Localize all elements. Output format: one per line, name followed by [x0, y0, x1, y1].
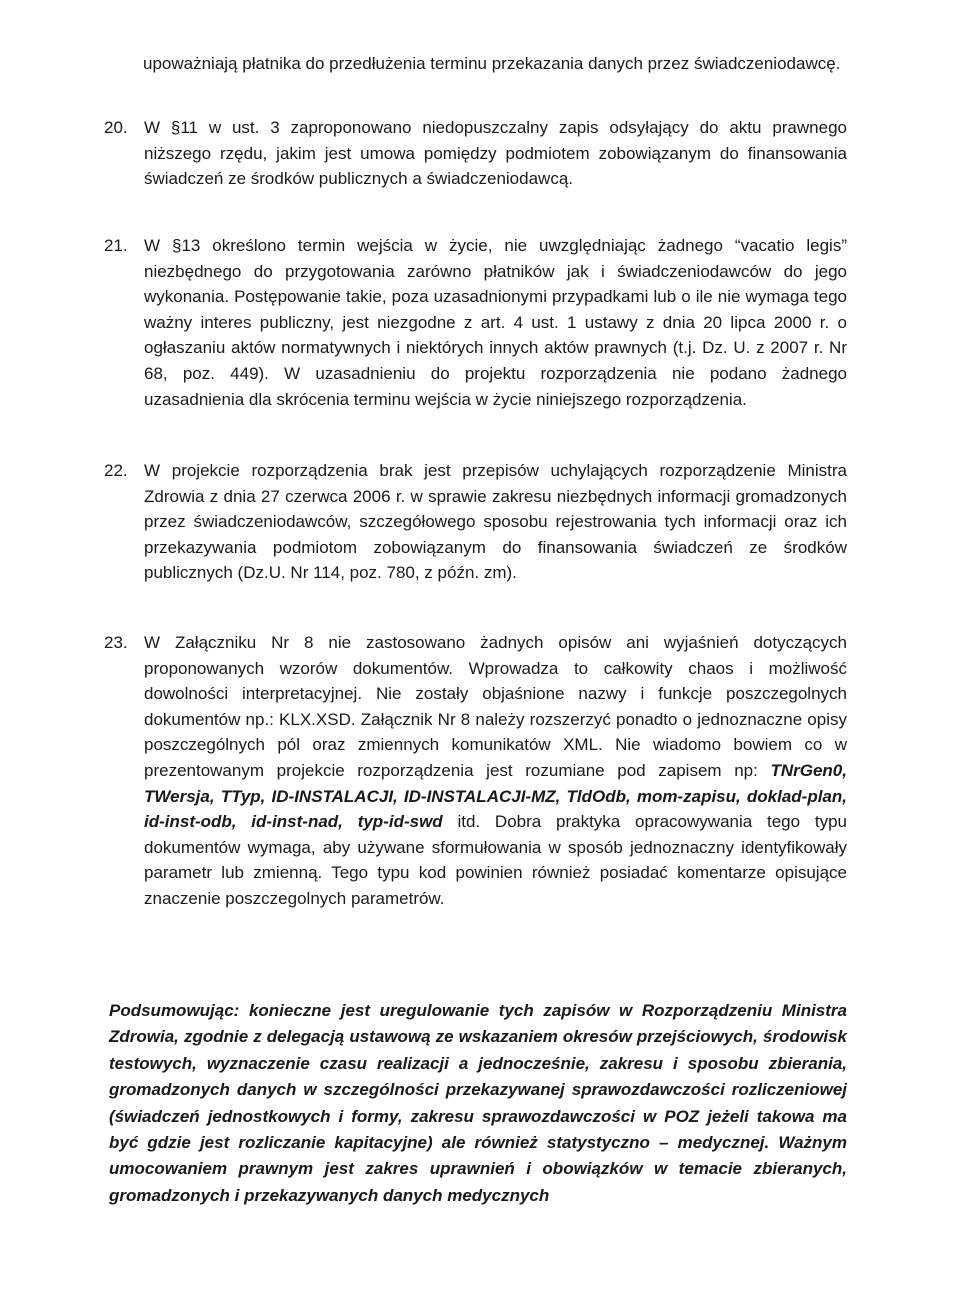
list-item-20 [104, 115, 847, 192]
item-number: 22. [104, 461, 128, 480]
intro-paragraph: upoważniają płatnika do przedłużenia terminu przekazania danych przez świadczeniodawcę. [143, 54, 841, 73]
list-item-21 [104, 233, 847, 412]
list-item-23 [104, 630, 847, 912]
item-text: W §11 w ust. 3 zaproponowano niedopuszczalny zapis odsyłający do aktu prawnego niższego rzędu, jakim jest umowa pomiędzy podmiotem zobowiązanym do finansowania świadczeń ze środków publicznych a świadczeniodawcą. [144, 118, 847, 189]
code-identifiers: TNrGen0, TWersja, TTyp, ID-INSTALACJI, ID-INSTALACJI-MZ, TldOdb, mom-zapisu, doklad-plan, id-inst-odb, id-inst-nad, typ-id-swd [144, 760, 847, 832]
item-text: W projekcie rozporządzenia brak jest przepisów uchylających rozporządzenie Ministra Zdrowia z dnia 27 czerwca 2006 r. w sprawie zakresu niezbędnych informacji gromadzonych przez świadczeniodawców, szczegółowego sposobu rejestrowania tych informacji oraz ich przekazywania podmiotom zobowiązanym do finansowania świadczeń ze środków publicznych (Dz.U. Nr 114, poz. 780, z późn. zm). [144, 461, 847, 583]
item-text: W §13 określono termin wejścia w życie, nie uwzględniając żadnego “vacatio legis” niezbędnego do przygotowania zarówno płatników jak i świadczeniodawców do jego wykonania. Postępowanie takie, poza uzasadnionymi przypadkami lub o ile nie wymaga tego ważny interes publiczny, jest niezgodne z art. 4 ust. 1 ustawy z dnia 20 lipca 2000 r. o ogłaszaniu aktów normatywnych i niektórych innych aktów prawnych (t.j. Dz. U. z 2007 r. Nr 68, poz. 449). W uzasadnieniu do projektu rozporządzenia nie podano żadnego uzasadnienia dla skrócenia terminu wejścia w życie niniejszego rozporządzenia. [144, 236, 847, 409]
item-number: 20. [104, 118, 128, 137]
summary-paragraph: Podsumowując: konieczne jest uregulowanie tych zapisów w Rozporządzeniu Ministra Zdrowia, zgodnie z delegacją ustawową ze wskazaniem okresów przejściowych, środowisk testowych, wyznaczenie czasu realizacji a jednocześnie, zakresu i sposobu zbierania, gromadzonych danych w szczególności przekazywanej sprawozdawczości rozliczeniowej (świadczeń jednostkowych i formy, zakresu sprawozdawczości w POZ jeżeli takowa ma być gdzie jest rozliczanie kapitacyjne) ale również statystyczno – medycznej. Ważnym umocowaniem prawnym jest zakres uprawnień i obowiązków w temacie zbieranych, gromadzonych i przekazywanych danych medycznych [109, 1001, 847, 1205]
item-text [144, 630, 847, 912]
list-item-22 [104, 458, 847, 586]
item-text-before: W Załączniku Nr 8 nie zastosowano żadnych opisów ani wyjaśnień dotyczących proponowanych wzorów dokumentów. Wprowadza to całkowity chaos i możliwość dowolności interpretacyjnej. Nie zostały objaśnione nazwy i funkcje poszczegolnych dokumentów np.: KLX.XSD. Załącznik Nr 8 należy rozszerzyć ponadto o jednoznaczne opisy poszczególnych pól oraz zmiennych komunikatów XML. Nie wiadomo bowiem co w prezentowanym projekcie rozporządzenia jest rozumiane pod zapisem np: [144, 633, 847, 780]
item-number: 23. [104, 633, 128, 652]
item-number: 21. [104, 236, 128, 255]
item-text-after: itd. Dobra praktyka opracowywania tego typu dokumentów wymaga, aby używane sformułowania w sposób jednoznaczny identyfikowały parametr lub zmienną. Tego typu kod powinien również posiadać komentarze opisujące znaczenie poszczegolnych parametrów. [144, 812, 847, 908]
